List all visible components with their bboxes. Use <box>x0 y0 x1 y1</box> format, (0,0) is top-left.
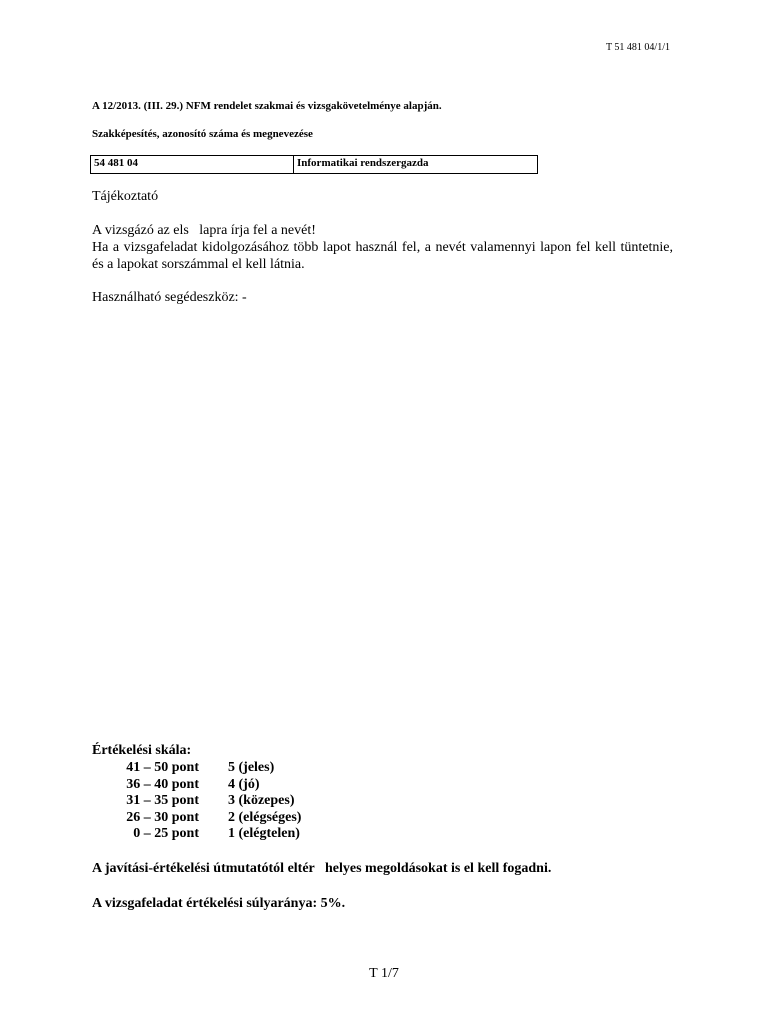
grading-grade: 2 (elégséges) <box>228 809 302 825</box>
alternative-solutions-note: A javítási-értékelési útmutatótól eltér helyes megoldásokat is el kell fogadni. <box>92 861 552 876</box>
qualification-code: 54 481 04 <box>91 156 294 173</box>
grading-grade: 3 (közepes) <box>228 793 295 808</box>
grading-grade: 5 (jeles) <box>228 760 275 775</box>
allowed-tools: Használható segédeszköz: - <box>92 290 247 305</box>
grading-scale <box>92 760 301 843</box>
page-code: T 51 481 04/1/1 <box>606 42 670 53</box>
info-title: Tájékoztató <box>92 189 159 204</box>
regulation-reference: A 12/2013. (III. 29.) NFM rendelet szakmai és vizsgakövetelménye alapján. <box>92 100 442 112</box>
instruction-multiple-pages: Ha a vizsgafeladat kidolgozásához több lapot használ fel, a nevét valamennyi lapon fel kell tüntetnie, és a lapokat sorszámmal el kell látnia. <box>92 240 673 272</box>
instruction-name-first-page: A vizsgázó az els lapra írja fel a nevét! <box>92 223 316 238</box>
grading-range: 0 – 25 pont <box>133 826 199 841</box>
grading-grade: 1 (elégtelen) <box>228 826 300 841</box>
grading-range: 31 – 35 pont <box>126 793 199 808</box>
grading-scale-title: Értékelési skála: <box>92 743 192 758</box>
weight-note: A vizsgafeladat értékelési súlyaránya: 5%. <box>92 896 346 911</box>
page-number: T 1/7 <box>369 966 399 981</box>
grading-row <box>92 760 301 777</box>
grading-row <box>92 826 301 843</box>
grading-range: 26 – 30 pont <box>126 809 199 825</box>
grading-row <box>92 793 301 810</box>
qualification-table <box>90 155 538 174</box>
grading-row <box>92 810 301 827</box>
grading-row <box>92 777 301 794</box>
qualification-name: Informatikai rendszergazda <box>297 157 429 169</box>
grading-range: 36 – 40 pont <box>126 776 199 792</box>
grading-grade: 4 (jó) <box>228 776 260 792</box>
grading-range: 41 – 50 pont <box>126 760 199 775</box>
instructions <box>92 222 673 273</box>
qualification-heading: Szakképesítés, azonosító száma és megnevezése <box>92 128 313 140</box>
